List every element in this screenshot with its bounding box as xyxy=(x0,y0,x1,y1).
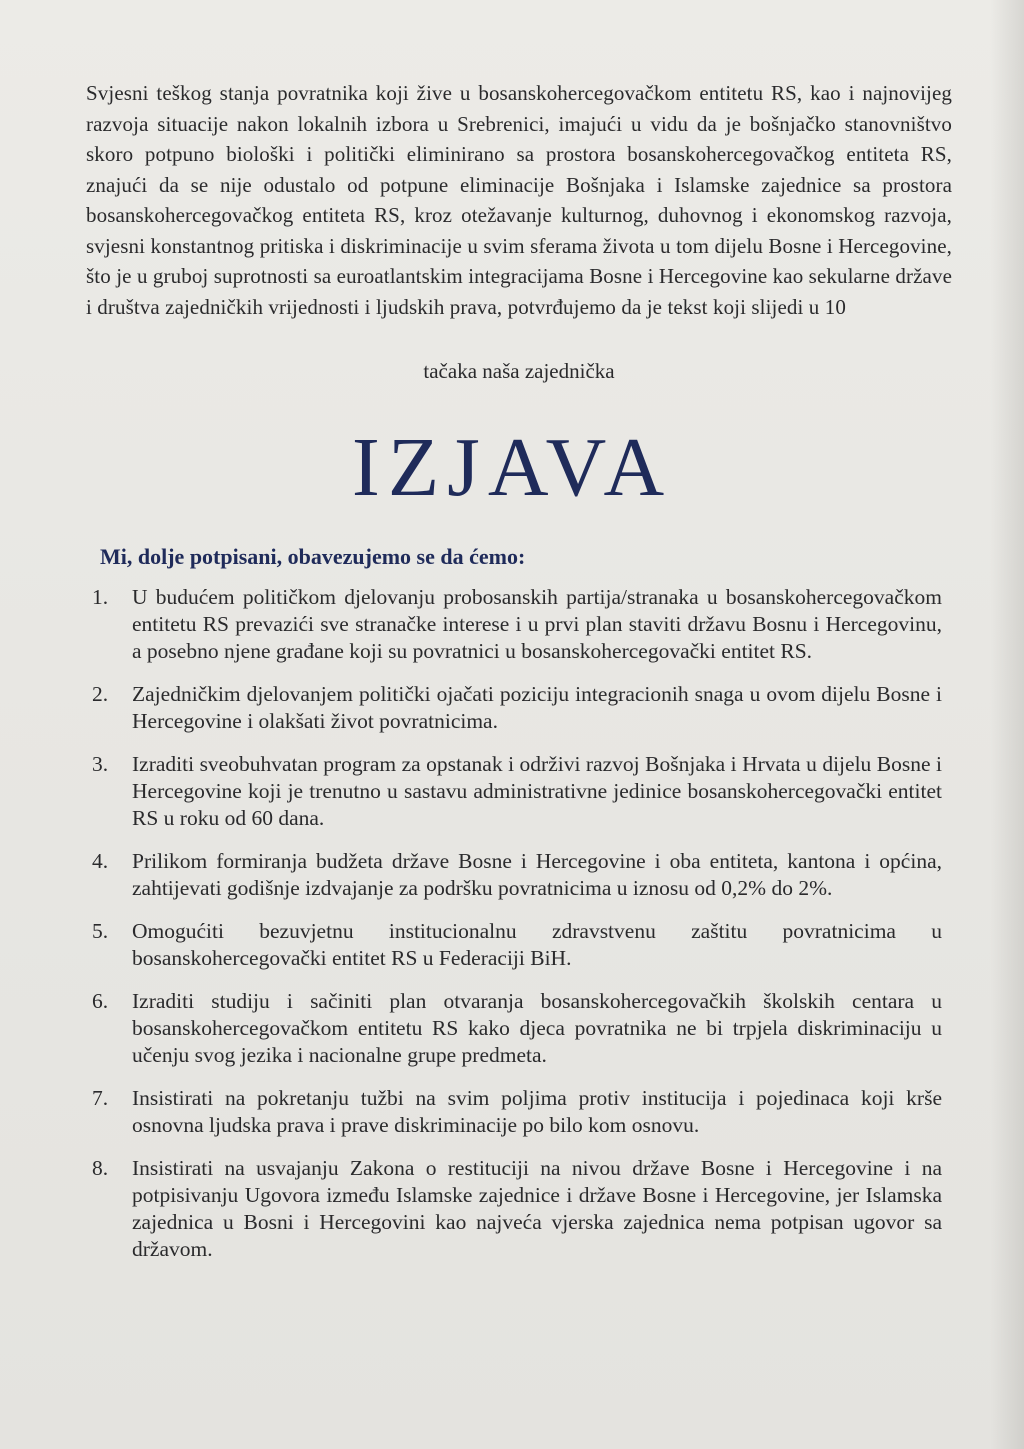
commitment-list xyxy=(92,584,942,1279)
page-edge-shadow xyxy=(990,0,1024,1449)
list-item-text: U budućem političkom djelovanju probosanskih partija/stranaka u bosanskohercegovačkom entitetu RS prevazići sve stranačke interese i u prvi plan staviti državu Bosnu i Hercegovinu, a posebno njene građane koji su povratnici u bosanskohercegovački entitet RS. xyxy=(132,585,942,663)
list-item-text: Zajedničkim djelovanjem politički ojačati poziciju integracionih snaga u ovom dijelu Bosne i Hercegovine i olakšati život povratnicima. xyxy=(132,682,942,733)
list-item-number: 2. xyxy=(92,682,109,706)
list-item xyxy=(92,584,942,665)
list-item xyxy=(92,988,942,1069)
commitment-intro: Mi, dolje potpisani, obavezujemo se da ćemo: xyxy=(100,544,526,569)
list-item-number: 5. xyxy=(92,919,109,943)
list-item-text: Insistirati na pokretanju tužbi na svim poljima protiv institucija i pojedinaca koji krše osnovna ljudska prava i prave diskriminacije po bilo kom osnovu. xyxy=(132,1086,942,1137)
list-item-number: 4. xyxy=(92,849,109,873)
document-title: IZJAVA xyxy=(351,421,673,514)
list-item-text: Prilikom formiranja budžeta države Bosne i Hercegovine i oba entiteta, kantona i općina, zahtijevati godišnje izdvajanje za podršku povratnicima u iznosu od 0,2% do 2%. xyxy=(132,849,942,900)
preamble-closing-line: tačaka naša zajednička xyxy=(423,359,615,383)
list-item-text: Omogućiti bezuvjetnu institucionalnu zdravstvenu zaštitu povratnicima u bosanskohercegovački entitet RS u Federaciji BiH. xyxy=(132,919,942,970)
list-item-number: 3. xyxy=(92,752,109,776)
list-item xyxy=(92,1085,942,1139)
list-item-number: 8. xyxy=(92,1156,109,1180)
list-item-text: Insistirati na usvajanju Zakona o restituciji na nivou države Bosne i Hercegovine i na potpisivanju Ugovora između Islamske zajednice i države Bosne i Hercegovine, jer Islamska zajednica u Bosni i Hercegovini kao najveća vjerska zajednica nema potpisan ugovor sa državom. xyxy=(132,1156,942,1261)
list-item xyxy=(92,848,942,902)
list-item xyxy=(92,681,942,735)
list-item-text: Izraditi studiju i sačiniti plan otvaranja bosanskohercegovačkih školskih centara u bosanskohercegovačkom entitetu RS kako djeca povratnika ne bi trpjela diskriminaciju u učenju svog jezika i nacionalne grupe predmeta. xyxy=(132,989,942,1067)
list-item-number: 7. xyxy=(92,1086,109,1110)
list-item xyxy=(92,1155,942,1263)
list-item xyxy=(92,751,942,832)
list-item-number: 6. xyxy=(92,989,109,1013)
list-item xyxy=(92,918,942,972)
preamble-paragraph: Svjesni teškog stanja povratnika koji žive u bosanskohercegovačkom entitetu RS, kao i najnovijeg razvoja situacije nakon lokalnih izbora u Srebrenici, imajući u vidu da je bošnjačko stanovništvo skoro potpuno biološki i politički eliminirano sa prostora bosanskohercegovačkog entiteta RS, znajući da se nije odustalo od potpune eliminacije Bošnjaka i Islamske zajednice sa prostora bosanskohercegovačkog entiteta RS, kroz otežavanje kulturnog, duhovnog i ekonomskog razvoja, svjesni konstantnog pritiska i diskriminacije u svim sferama života u tom dijelu Bosne i Hercegovine, što je u gruboj suprotnosti sa euroatlantskim integracijama Bosne i Hercegovine kao sekularne države i društva zajedničkih vrijednosti i ljudskih prava, potvrđujemo da je tekst koji slijedi u 10 xyxy=(86,81,952,319)
list-item-text: Izraditi sveobuhvatan program za opstanak i održivi razvoj Bošnjaka i Hrvata u dijelu Bosne i Hercegovine koji je trenutno u sastavu administrativne jedinice bosanskohercegovački entitet RS u roku od 60 dana. xyxy=(132,752,942,830)
list-item-number: 1. xyxy=(92,585,109,609)
